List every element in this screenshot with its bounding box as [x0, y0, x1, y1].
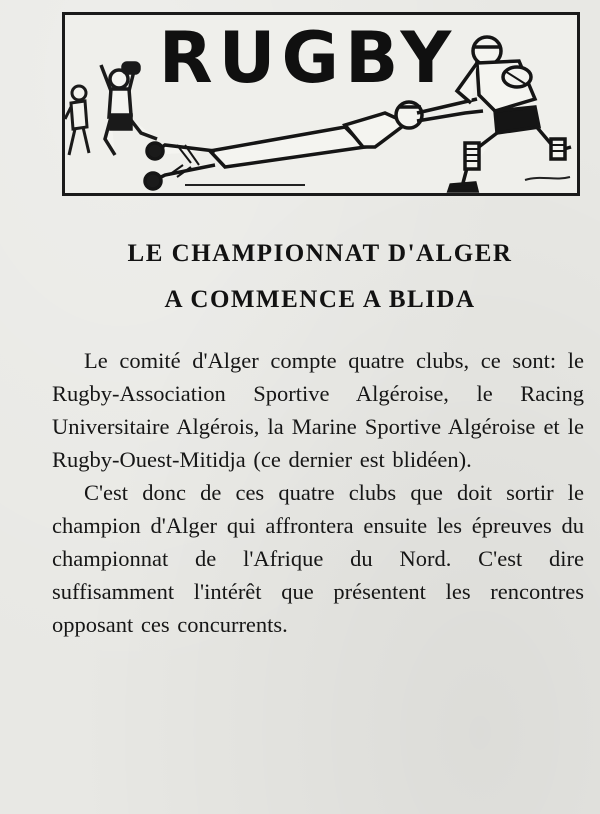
article-paragraph-1: Le comité d'Alger compte quatre clubs, ce sont: le Rugby-Association Sportive Algéroise, le Racing Universitaire Algérois, la Marine Sportive Algéroise et le Rugby-Ouest-Mitidja (ce dernier est blidéen). [52, 348, 584, 472]
article-headline-line-2: A COMMENCE A BLIDA [164, 286, 476, 313]
article-paragraph-2: C'est donc de ces quatre clubs que doit sortir le champion d'Alger qui affrontera ensuite les épreuves du championnat de l'Afrique du Nord. C'est dire suffisamment l'intérêt que présentent les rencontres opposant ces concurrents. [52, 480, 584, 637]
article-body [52, 344, 584, 641]
banner-title: RUGBY [158, 17, 458, 99]
rugby-banner [62, 12, 580, 196]
article-headline-line-1: LE CHAMPIONNAT D'ALGER [127, 240, 513, 267]
